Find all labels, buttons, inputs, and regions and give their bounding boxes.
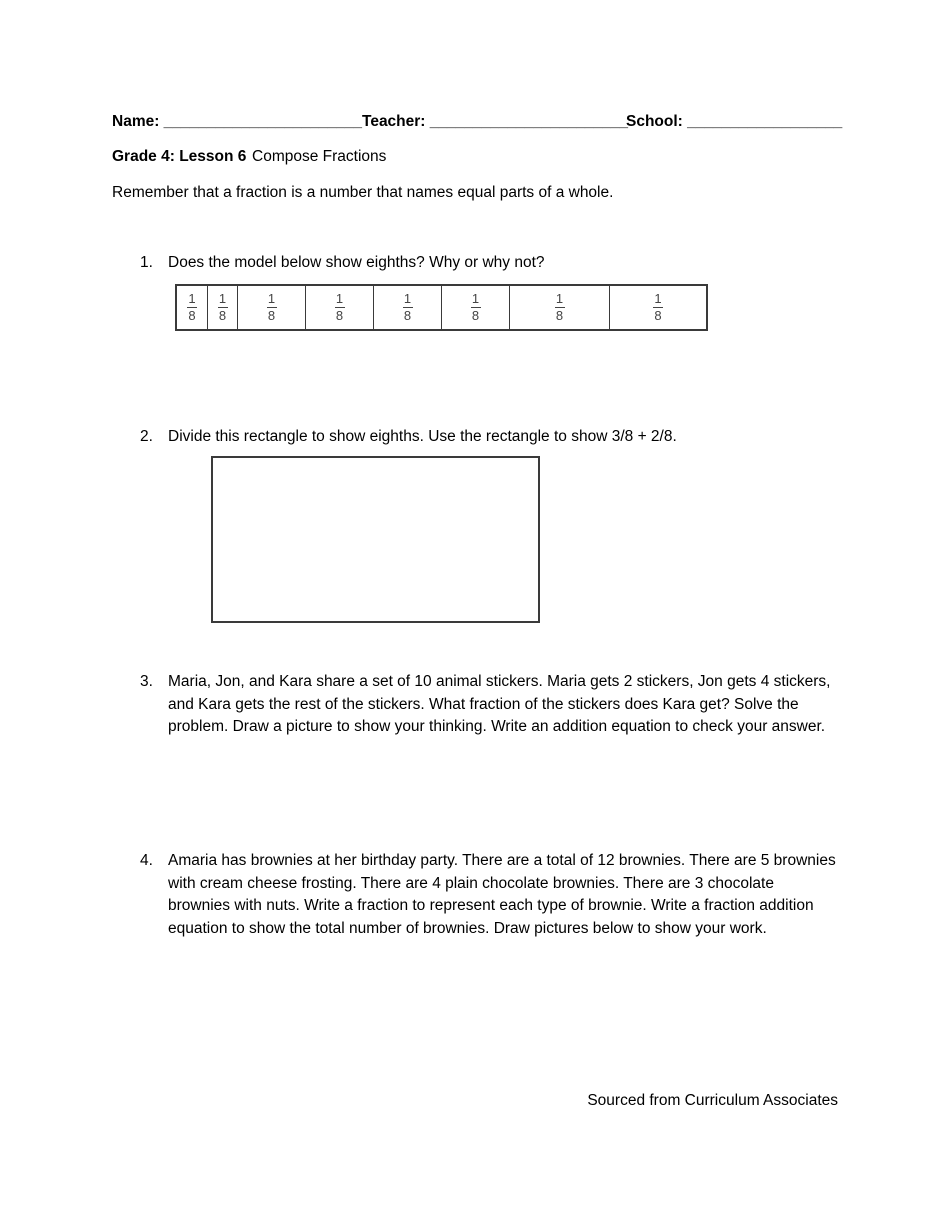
question-1-text: Does the model below show eighths? Why or why not? <box>168 254 545 271</box>
question-3-text: Maria, Jon, and Kara share a set of 10 animal stickers. Maria gets 2 stickers, Jon gets 4 stickers, and Kara gets the rest of the stickers. What fraction of the stickers does Kara get? Solve the problem. Draw a picture to show your thinking. Write an addition equation to check your answer. <box>168 673 831 735</box>
fraction-denominator: 8 <box>471 308 480 324</box>
fraction-numerator: 1 <box>267 290 276 306</box>
question-4-text: Amaria has brownies at her birthday party. There are a total of 12 brownies. There are 5 brownies with cream cheese frosting. There are 4 plain chocolate brownies. There are 3 chocolate brownies with nuts. Write a fraction to represent each type of brownie. Write a fraction addition equation to show the total number of brownies. Draw pictures below to show your work. <box>168 852 836 937</box>
fraction-denominator: 8 <box>188 308 196 324</box>
fraction-cell <box>238 286 306 329</box>
fraction-cell <box>208 286 238 329</box>
lesson-title: Compose Fractions <box>252 148 387 165</box>
fraction-denominator: 8 <box>555 308 564 324</box>
drawing-rectangle[interactable] <box>211 456 540 623</box>
question-1-number: 1. <box>140 254 153 271</box>
source-footer: Sourced from Curriculum Associates <box>587 1092 838 1109</box>
fraction-denominator: 8 <box>218 308 227 324</box>
fraction-cell <box>306 286 374 329</box>
fraction-denominator: 8 <box>654 308 662 324</box>
fraction-denominator: 8 <box>335 308 344 324</box>
intro-text: Remember that a fraction is a number that names equal parts of a whole. <box>112 184 614 201</box>
fraction-numerator: 1 <box>188 290 196 306</box>
teacher-field-label[interactable]: Teacher: _______________________ <box>362 113 629 130</box>
fraction-cell <box>374 286 442 329</box>
fraction-numerator: 1 <box>654 290 662 306</box>
fraction-cell <box>442 286 510 329</box>
fraction-numerator: 1 <box>403 290 412 306</box>
name-field-label[interactable]: Name: _______________________ <box>112 113 362 130</box>
question-3-number: 3. <box>140 673 153 690</box>
fraction-cell <box>610 286 706 329</box>
fraction-denominator: 8 <box>267 308 276 324</box>
fraction-cell <box>510 286 610 329</box>
fraction-numerator: 1 <box>218 290 227 306</box>
fraction-numerator: 1 <box>471 290 480 306</box>
fraction-cell <box>177 286 208 329</box>
fraction-model-bar <box>175 284 708 331</box>
question-4-number: 4. <box>140 852 153 869</box>
fraction-numerator: 1 <box>555 290 564 306</box>
fraction-numerator: 1 <box>335 290 344 306</box>
fraction-denominator: 8 <box>403 308 412 324</box>
grade-lesson-label: Grade 4: Lesson 6 <box>112 148 247 165</box>
question-2-text: Divide this rectangle to show eighths. Use the rectangle to show 3/8 + 2/8. <box>168 428 677 445</box>
school-field-label[interactable]: School: __________________ <box>626 113 843 130</box>
question-2-number: 2. <box>140 428 153 445</box>
